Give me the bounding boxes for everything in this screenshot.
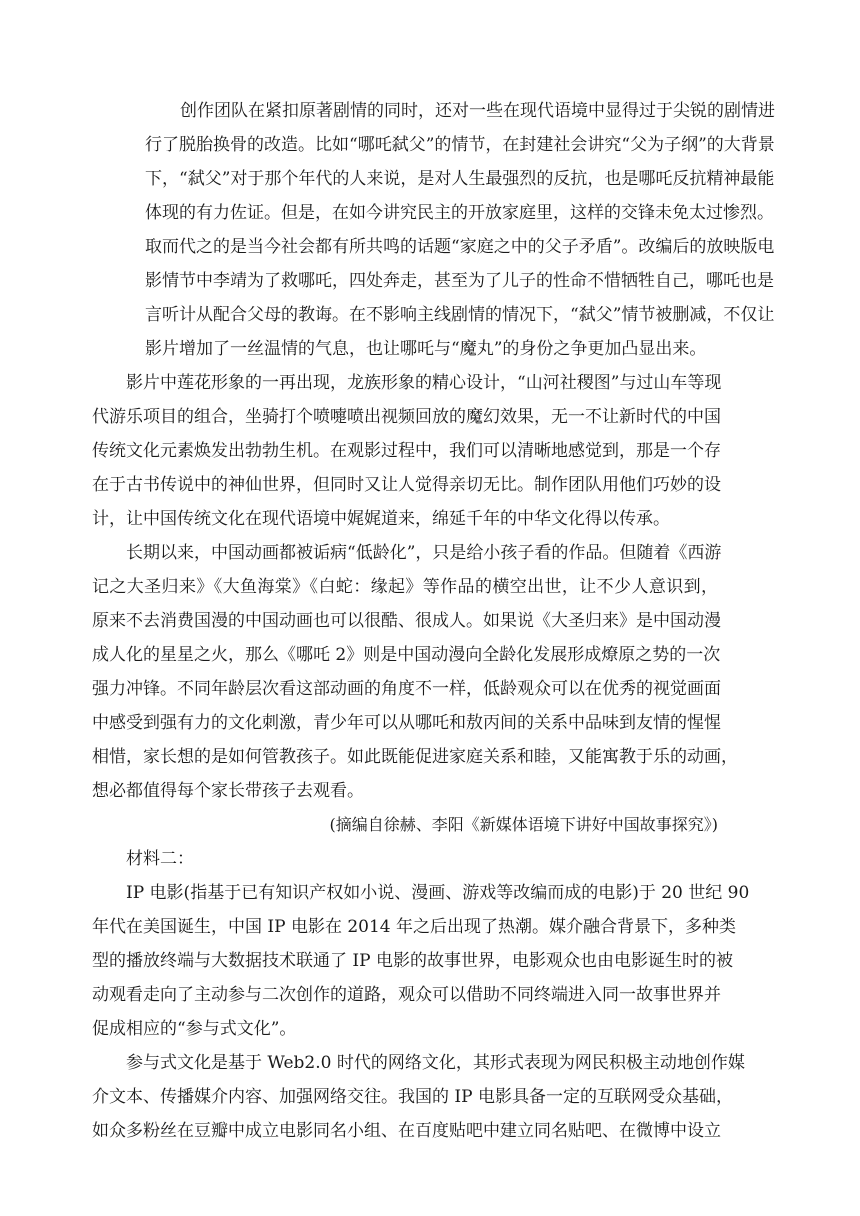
quote-line: 行了脱胎换骨的改造。比如“哪吒弑父”的情节，在封建社会讲究“父为子纲”的大背景 xyxy=(145,135,775,155)
quote-line: 影片增加了一丝温情的气息，也让哪吒与“魔丸”的身份之争更加凸显出来。 xyxy=(145,339,707,359)
paragraph-line: 相惜，家长想的是如何管教孩子。如此既能促进家庭关系和睦，又能寓教于乐的动画， xyxy=(92,747,738,767)
paragraph-line: 在于古书传说中的神仙世界，但同时又让人觉得亲切无比。制作团队用他们巧妙的设 xyxy=(92,475,721,495)
paragraph-line: 原来不去消费国漫的中国动画也可以很酷、很成人。如果说《大圣归来》是中国动漫 xyxy=(92,611,721,631)
paragraph-line: 中感受到强有力的文化刺激，青少年可以从哪吒和敖丙间的关系中品味到友情的惺惺 xyxy=(92,713,721,733)
paragraph-line: IP 电影(指基于已有知识产权如小说、漫画、游戏等改编而成的电影)于 20 世纪 90 xyxy=(126,883,750,903)
paragraph-line: 成人化的星星之火，那么《哪吒 2》则是中国动漫向全龄化发展形成燎原之势的一次 xyxy=(92,645,721,665)
paragraph-line: 促成相应的“参与式文化”。 xyxy=(92,1019,297,1039)
paragraph-line: 长期以来，中国动画都被诟病“低龄化”，只是给小孩子看的作品。但随着《西游 xyxy=(126,543,722,563)
quote-line: 言听计从配合父母的教诲。在不影响主线剧情的情况下，“弑父”情节被删减，不仅让 xyxy=(145,305,775,325)
quote-line: 体现的有力佐证。但是，在如今讲究民主的开放家庭里，这样的交锋未免太过惨烈。 xyxy=(145,203,774,223)
quote-line: 创作团队在紧扣原著剧情的同时，还对一些在现代语境中显得过于尖锐的剧情进 xyxy=(180,101,775,121)
paragraph-line: 强力冲锋。不同年龄层次看这部动画的角度不一样，低龄观众可以在优秀的视觉画面 xyxy=(92,679,721,699)
paragraph-line: 影片中莲花形象的一再出现，龙族形象的精心设计，“山河社稷图”与过山车等现 xyxy=(126,373,722,393)
paragraph-line: 型的播放终端与大数据技术联通了 IP 电影的故事世界，电影观众也由电影诞生时的被 xyxy=(92,951,733,971)
paragraph-line: 记之大圣归来》《大鱼海棠》《白蛇：缘起》等作品的横空出世，让不少人意识到， xyxy=(92,577,718,597)
source-citation: (摘编自徐赫、李阳《新媒体语境下讲好中国故事探究》) xyxy=(329,815,718,834)
quote-line: 取而代之的是当今社会都有所共鸣的话题“家庭之中的父子矛盾”。改编后的放映版电 xyxy=(145,237,775,257)
quote-line: 下，“弑父”对于那个年代的人来说，是对人生最强烈的反抗，也是哪吒反抗精神最能 xyxy=(145,169,775,189)
quote-line: 影情节中李靖为了救哪吒，四处奔走，甚至为了儿子的性命不惜牺牲自己，哪吒也是 xyxy=(145,271,774,291)
paragraph-line: 介文本、传播媒介内容、加强网络交往。我国的 IP 电影具备一定的互联网受众基础， xyxy=(92,1087,733,1107)
paragraph-line: 代游乐项目的组合，坐骑打个喷嚏喷出视频回放的魔幻效果，无一不让新时代的中国 xyxy=(92,407,721,427)
paragraph-line: 计，让中国传统文化在现代语境中娓娓道来，绵延千年的中华文化得以传承。 xyxy=(92,509,670,529)
paragraph-line: 参与式文化是基于 Web2.0 时代的网络文化，其形式表现为网民积极主动地创作媒 xyxy=(126,1053,745,1073)
paragraph-line: 动观看走向了主动参与二次创作的道路，观众可以借助不同终端进入同一故事世界并 xyxy=(92,985,721,1005)
paragraph-line: 如众多粉丝在豆瓣中成立电影同名小组、在百度贴吧中建立同名贴吧、在微博中设立 xyxy=(92,1121,721,1141)
paragraph-line: 年代在美国诞生，中国 IP 电影在 2014 年之后出现了热潮。媒介融合背景下，多种类 xyxy=(92,917,737,937)
paragraph-line: 想必都值得每个家长带孩子去观看。 xyxy=(92,781,364,801)
material-two-label: 材料二： xyxy=(126,849,194,869)
paragraph-line: 传统文化元素焕发出勃勃生机。在观影过程中，我们可以清晰地感觉到，那是一个存 xyxy=(92,441,721,461)
